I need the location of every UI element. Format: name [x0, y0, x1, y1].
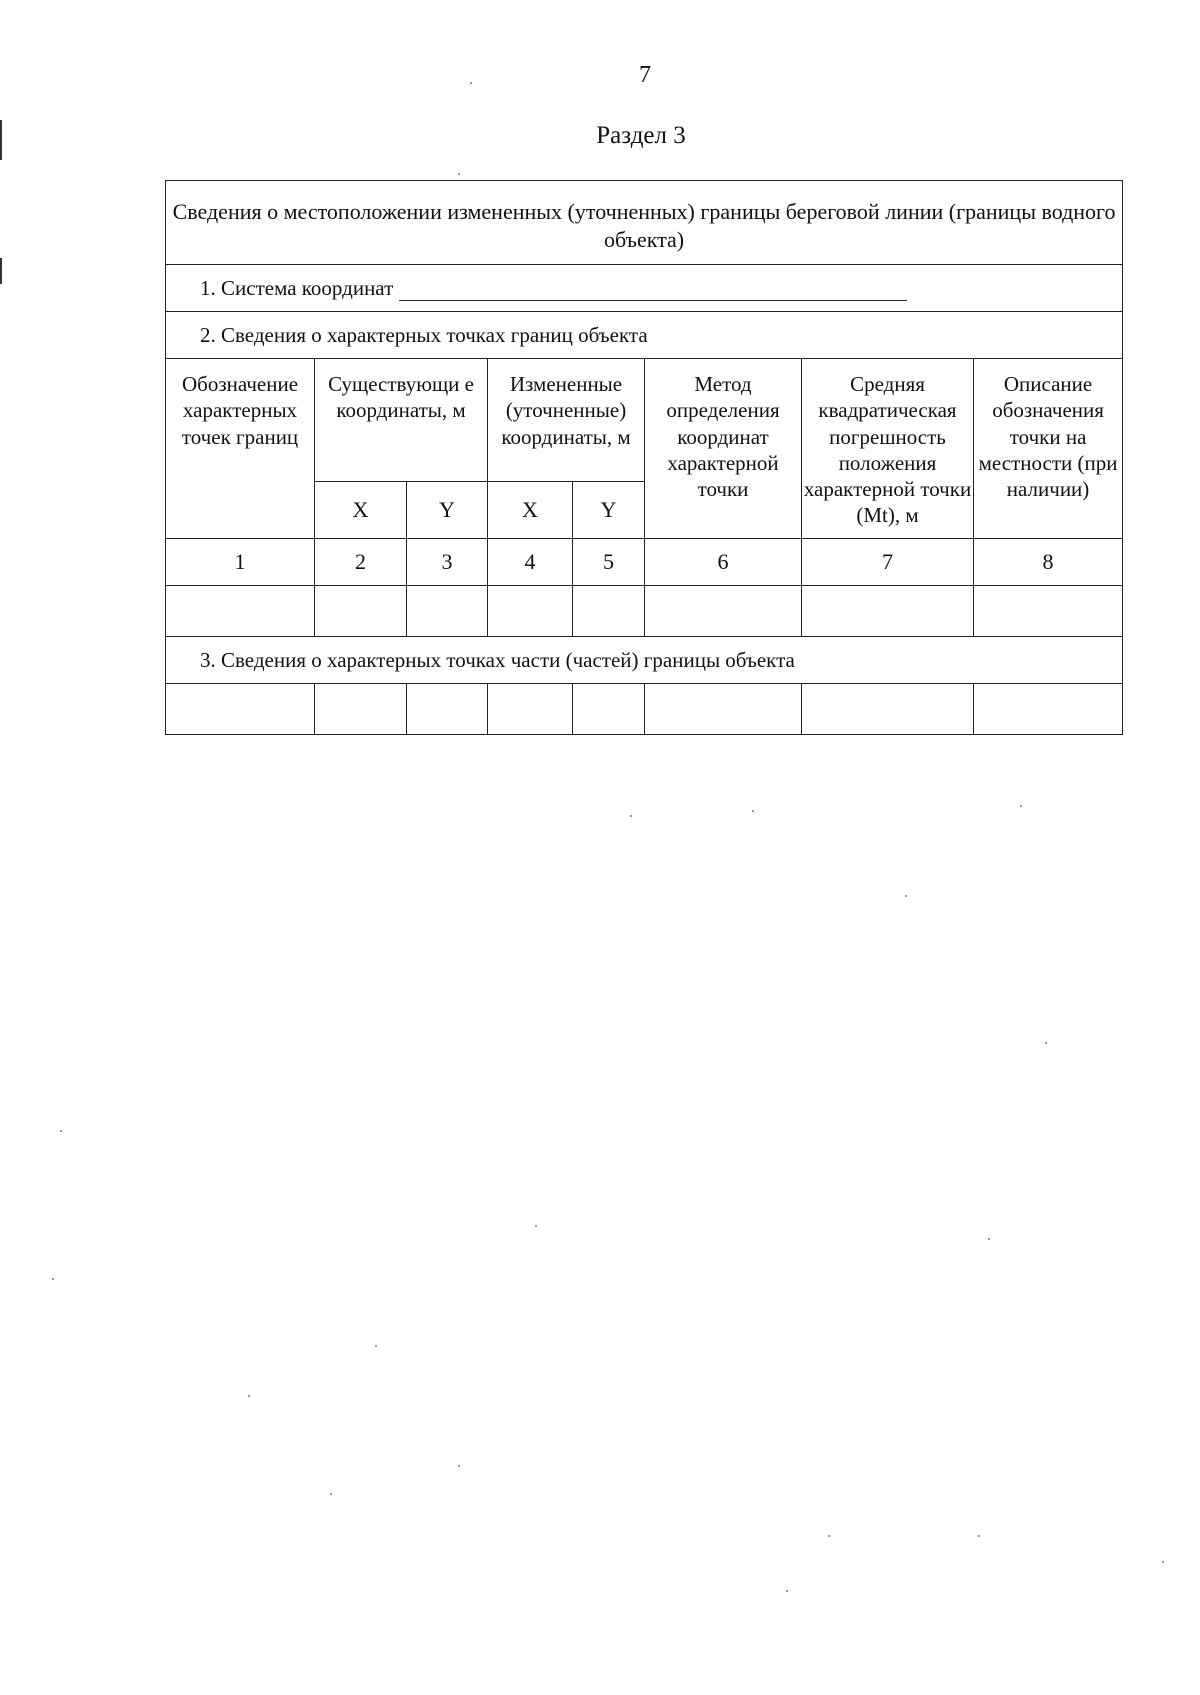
empty-cell-existing-y[interactable] — [407, 684, 488, 735]
scan-speck — [1045, 1042, 1047, 1044]
column-number: 3 — [407, 539, 488, 586]
scan-speck — [828, 1535, 830, 1537]
empty-cell-changed-y[interactable] — [573, 586, 645, 637]
coordinate-system-blank-line — [399, 280, 907, 301]
column-number: 8 — [974, 539, 1123, 586]
points-section-heading: 2. Сведения о характерных точках границ объекта — [166, 312, 1123, 359]
header-point-description: Описание обозначения точки на местности (при наличии) — [974, 359, 1123, 539]
caption-row — [166, 181, 1123, 265]
empty-cell-description[interactable] — [974, 586, 1123, 637]
scan-speck — [630, 815, 632, 817]
scan-speck — [458, 173, 460, 175]
scan-speck — [786, 1590, 788, 1592]
scan-speck — [52, 1278, 54, 1280]
empty-cell-existing-x[interactable] — [315, 684, 407, 735]
column-number: 4 — [488, 539, 573, 586]
scan-speck — [905, 895, 907, 897]
header-changed-coordinates: Измененные (уточненные) координаты, м — [488, 359, 645, 482]
scan-speck — [458, 1465, 460, 1467]
empty-cell-point-designation[interactable] — [166, 586, 315, 637]
empty-cell-changed-y[interactable] — [573, 684, 645, 735]
empty-cell-existing-x[interactable] — [315, 586, 407, 637]
table-caption: Сведения о местоположении измененных (уточненных) границы береговой линии (границы водного объекта) — [166, 181, 1123, 265]
scan-speck — [248, 1395, 250, 1397]
scan-speck — [752, 810, 754, 812]
parts-section-heading: 3. Сведения о характерных точках части (частей) границы объекта — [166, 637, 1123, 684]
scan-speck — [1162, 1561, 1164, 1563]
subheader-existing-y: Y — [407, 482, 488, 539]
header-existing-coordinates: Существующи е координаты, м — [315, 359, 488, 482]
coordinate-system-row — [166, 265, 1123, 312]
page-number: 7 — [639, 62, 651, 88]
scan-speck — [1020, 805, 1022, 807]
scan-speck — [535, 1225, 537, 1227]
points-section-row — [166, 312, 1123, 359]
empty-cell-method[interactable] — [645, 586, 802, 637]
boundary-points-table — [165, 180, 1123, 735]
subheader-changed-x: X — [488, 482, 573, 539]
column-number-row — [166, 539, 1123, 586]
column-number: 1 — [166, 539, 315, 586]
empty-data-row — [166, 586, 1123, 637]
coordinate-system-label: 1. Система координат — [200, 275, 394, 300]
scan-speck — [988, 1238, 990, 1240]
header-determination-method: Метод определения координат характерной точки — [645, 359, 802, 539]
column-number: 7 — [802, 539, 974, 586]
empty-parts-row — [166, 684, 1123, 735]
empty-cell-changed-x[interactable] — [488, 586, 573, 637]
parts-section-row — [166, 637, 1123, 684]
scan-speck — [375, 1345, 377, 1347]
column-number: 2 — [315, 539, 407, 586]
section-title: Раздел 3 — [596, 122, 686, 149]
column-number: 5 — [573, 539, 645, 586]
empty-cell-method[interactable] — [645, 684, 802, 735]
empty-cell-description[interactable] — [974, 684, 1123, 735]
header-row — [166, 359, 1123, 482]
empty-cell-existing-y[interactable] — [407, 586, 488, 637]
empty-cell-error[interactable] — [802, 684, 974, 735]
subheader-changed-y: Y — [573, 482, 645, 539]
scan-speck — [978, 1535, 980, 1537]
scan-speck — [60, 1130, 62, 1132]
header-point-designation: Обозначение характерных точек границ — [166, 359, 315, 539]
column-number: 6 — [645, 539, 802, 586]
header-mean-square-error: Средняя квадратическая погрешность положения характерной точки (Mt), м — [802, 359, 974, 539]
coordinate-system-field[interactable] — [166, 265, 1123, 312]
empty-cell-changed-x[interactable] — [488, 684, 573, 735]
scan-edge-mark — [0, 258, 2, 284]
empty-cell-point-designation[interactable] — [166, 684, 315, 735]
subheader-existing-x: X — [315, 482, 407, 539]
scan-speck — [330, 1493, 332, 1495]
empty-cell-error[interactable] — [802, 586, 974, 637]
